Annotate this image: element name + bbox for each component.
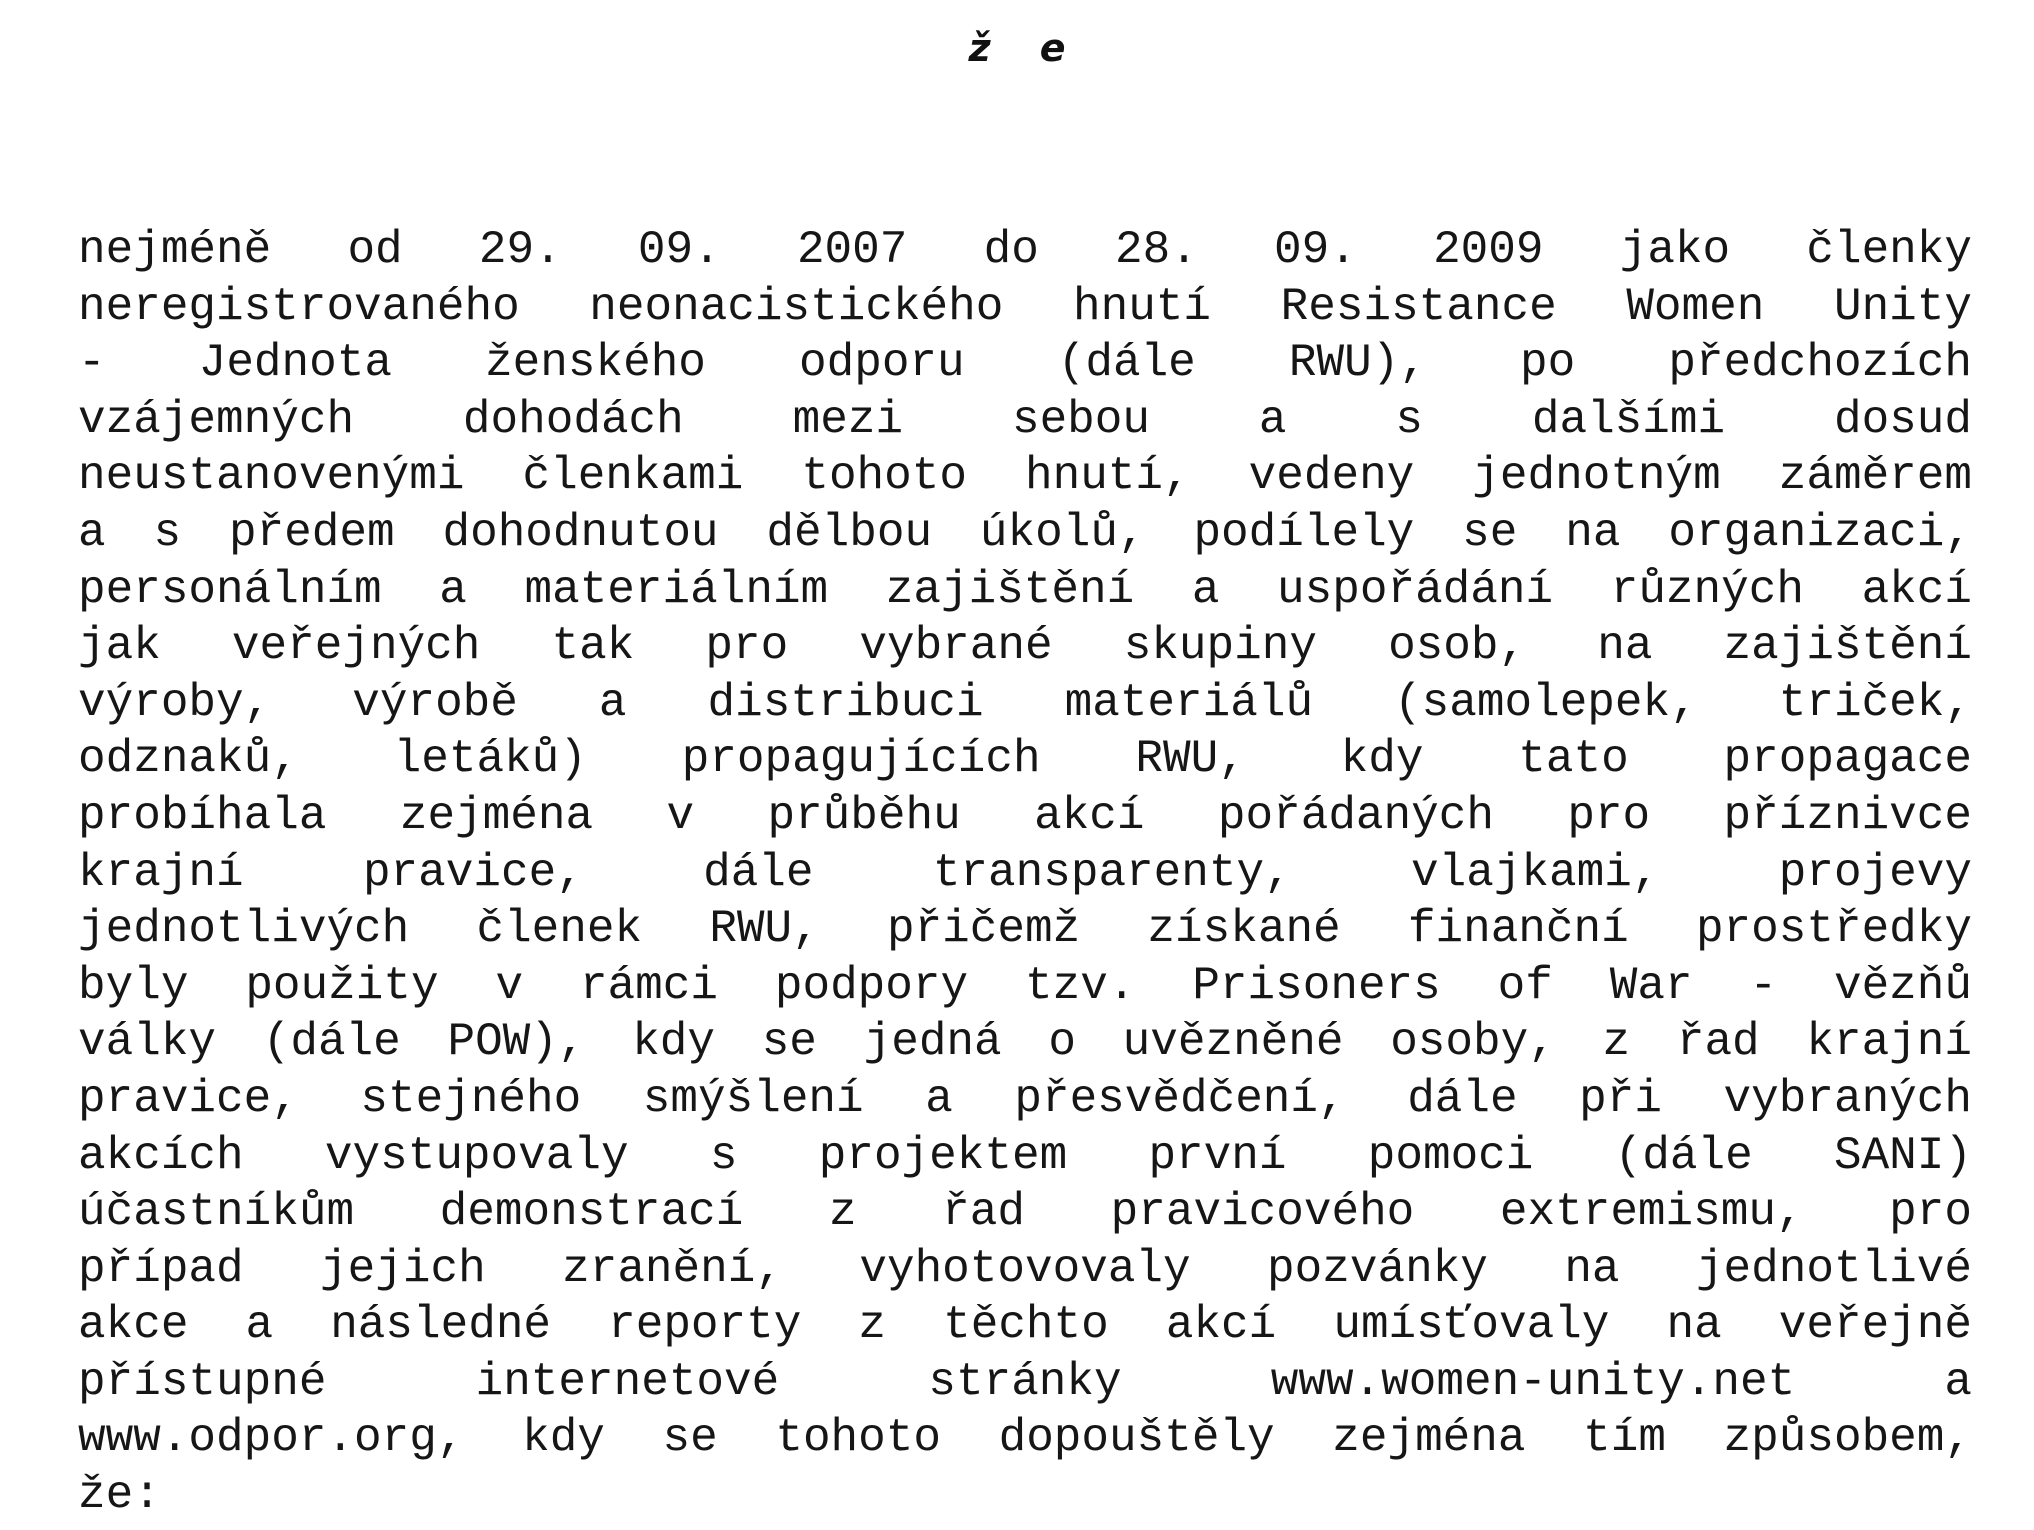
text-line: vzájemných dohodách mezi sebou a s dalšími dosud — [78, 393, 1972, 446]
text-line: jak veřejných tak pro vybrané skupiny osob, na zajištění — [78, 620, 1972, 673]
text-line: probíhala zejména v průběhu akcí pořádaných pro příznivce — [78, 789, 1972, 842]
text-line: akce a následné reporty z těchto akcí umísťovaly na veřejně — [78, 1299, 1972, 1352]
text-line: byly použity v rámci podpory tzv. Prisoners of War - vězňů — [78, 959, 1972, 1012]
text-line: a s předem dohodnutou dělbou úkolů, podílely se na organizaci, — [78, 506, 1972, 559]
text-line: případ jejich zranění, vyhotovovaly pozvánky na jednotlivé — [78, 1242, 1972, 1295]
text-line: pravice, stejného smýšlení a přesvědčení, dále při vybraných — [78, 1072, 1972, 1125]
text-line: nejméně od 29. 09. 2007 do 28. 09. 2009 jako členky — [78, 224, 1972, 276]
text-line: - Jednota ženského odporu (dále RWU), po předchozích — [78, 337, 1972, 390]
text-line: krajní pravice, dále transparenty, vlajkami, projevy — [78, 846, 1972, 899]
text-line: účastníkům demonstrací z řad pravicového extremismu, pro — [78, 1186, 1972, 1239]
text-line: jednotlivých členek RWU, přičemž získané finanční prostředky — [78, 903, 1972, 956]
page-heading: ž e — [968, 26, 1084, 70]
text-line: www.odpor.org, kdy se tohoto dopouštěly zejména tím způsobem, — [78, 1412, 1972, 1465]
text-line: personálním a materiálním zajištění a uspořádání různých akcí — [78, 563, 1972, 616]
text-line: neregistrovaného neonacistického hnutí Resistance Women Unity — [78, 280, 1972, 333]
text-line: neustanovenými členkami tohoto hnutí, vedeny jednotným záměrem — [78, 450, 1972, 503]
body-paragraph — [78, 222, 1972, 1524]
text-line: výroby, výrobě a distribuci materiálů (samolepek, triček, — [78, 676, 1972, 729]
text-line: odznaků, letáků) propagujících RWU, kdy tato propagace — [78, 733, 1972, 786]
text-line: že: — [78, 1469, 161, 1522]
text-line: války (dále POW), kdy se jedná o uvězněné osoby, z řad krajní — [78, 1016, 1972, 1069]
text-line: přístupné internetové stránky www.women-unity.net a — [78, 1355, 1972, 1408]
text-line: akcích vystupovaly s projektem první pomoci (dále SANI) — [78, 1129, 1972, 1182]
